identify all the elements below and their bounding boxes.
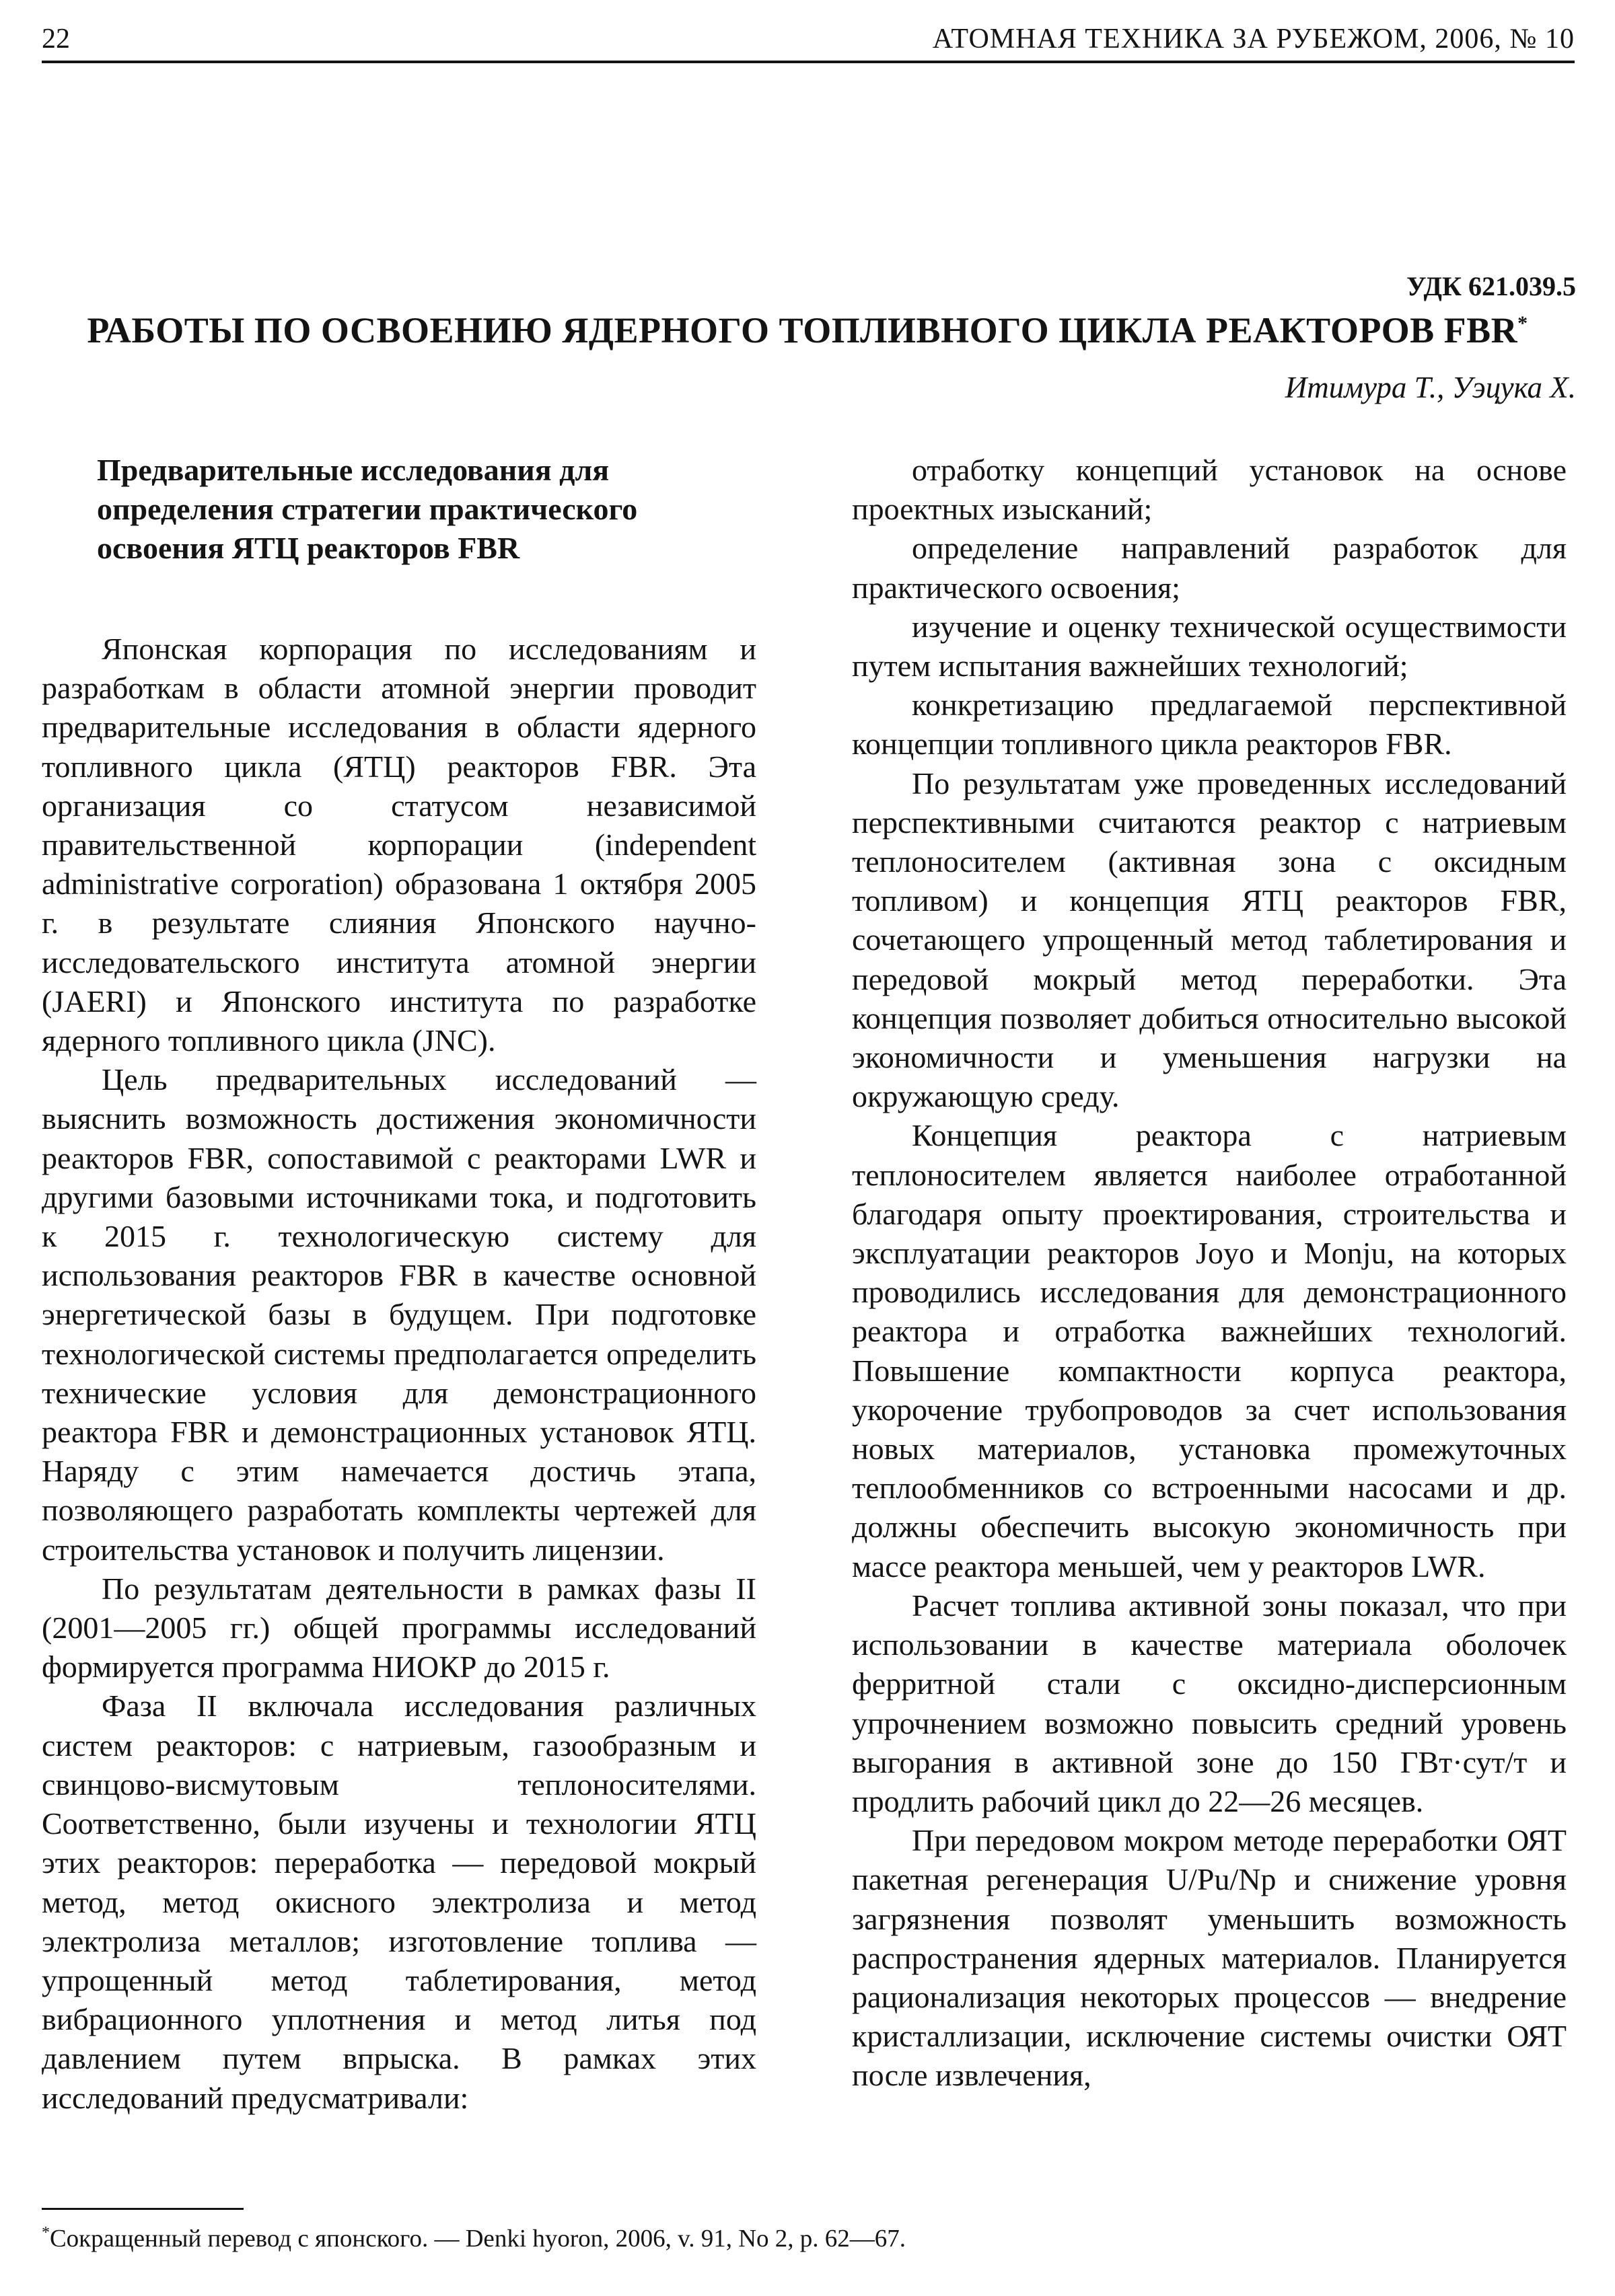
paragraph: При передовом мокром методе переработки ОЯТ пакетная регенерация U/Pu/Np и снижение уровня загрязнения позволят уменьшить возможность распространения ядерных материалов. Планируется рационализация некоторых процессов — внедрение кристаллизации, исключение системы очистки ОЯТ после извлечения, xyxy=(852,1823,1567,2093)
article-title-text: РАБОТЫ ПО ОСВОЕНИЮ ЯДЕРНОГО ТОПЛИВНОГО ЦИКЛА РЕАКТОРОВ FBR xyxy=(87,310,1518,350)
list-item: конкретизацию предлагаемой перспективной концепции топливного цикла реакторов FBR. xyxy=(852,688,1567,762)
footnote-divider xyxy=(42,2208,244,2210)
article-title xyxy=(40,309,1575,351)
section-heading: Предварительные исследования для определения стратегии практического освоения ЯТЦ реакторов FBR xyxy=(97,453,638,565)
paragraph: Расчет топлива активной зоны показал, что при использовании в качестве материала оболочек ферритной стали с оксидно-дисперсионным упрочнением возможно повысить средний уровень выгорания в активной зоне до 150 ГВт·сут/т и продлить рабочий цикл до 22—26 месяцев. xyxy=(852,1588,1567,1818)
paragraph: По результатам деятельности в рамках фазы II (2001—2005 гг.) общей программы исследований формируется программа НИОКР до 2015 г. xyxy=(42,1571,756,1684)
list-item: отработку концепций установок на основе проектных изысканий; xyxy=(852,453,1567,527)
list-item: определение направлений разработок для практического освоения; xyxy=(852,531,1567,605)
left-column xyxy=(42,451,756,2118)
title-footnote-mark: * xyxy=(1517,312,1528,334)
footnote-text: Сокращенный перевод с японского. — Denki hyoron, 2006, v. 91, No 2, p. 62—67. xyxy=(50,2225,906,2253)
paragraph: Японская корпорация по исследованиям и разработкам в области атомной энергии проводит предварительные исследования в области ядерного топливного цикла (ЯТЦ) реакторов FBR. Эта организация со статусом независимой правительственной корпорации (independent administrative corporation) образована 1 октября 2005 г. в результате слияния Японского научно-исследовательского института атомной энергии (JAERI) и Японского института по разработке ядерного топливного цикла (JNC). xyxy=(42,632,756,1058)
paragraph: Цель предварительных исследований — выяснить возможность достижения экономичности реакторов FBR, сопоставимой с реакторами LWR и другими базовыми источниками тока, и подготовить к 2015 г. технологическую систему для использования реакторов FBR в качестве основной энергетической базы в будущем. При подготовке технологической системы предполагается определить технические условия для демонстрационного реактора FBR и демонстрационных установок ЯТЦ. Наряду с этим намечается достичь этапа, позволяющего разработать комплекты чертежей для строительства установок и получить лицензии. xyxy=(42,1062,756,1567)
running-header xyxy=(42,19,1575,63)
footnote-mark: * xyxy=(42,2224,50,2242)
page-number: 22 xyxy=(42,24,70,54)
paragraph: Концепция реактора с натриевым теплоносителем является наиболее отработанной благодаря опыту проектирования, строительства и эксплуатации реакторов Joyo и Monju, на которых проводились исследования для демонстрационного реактора и отработка важнейших технологий. Повышение компактности корпуса реактора, укорочение трубопроводов за счет использования новых материалов, установка промежуточных теплообменников со встроенными насосами и др. должны обеспечить высокую экономичность при массе реактора меньшей, чем у реакторов LWR. xyxy=(852,1118,1567,1584)
paragraph: По результатам уже проведенных исследований перспективными считаются реактор с натриевым теплоносителем (активная зона с оксидным топливом) и концепция ЯТЦ реакторов FBR, сочетающего упрощенный метод таблетирования и передовой мокрый метод переработки. Эта концепция позволяет добиться относительно высокой экономичности и уменьшения нагрузки на окружающую среду. xyxy=(852,766,1567,1114)
journal-title: АТОМНАЯ ТЕХНИКА ЗА РУБЕЖОМ, 2006, № 10 xyxy=(932,24,1575,54)
footnote xyxy=(42,2224,906,2253)
list-item: изучение и оценку технической осуществимости путем испытания важнейших технологий; xyxy=(852,609,1567,683)
paragraph: Фаза II включала исследования различных систем реакторов: с натриевым, газообразным и свинцово-висмутовым теплоносителями. Соответственно, были изучены и технологии ЯТЦ этих реакторов: переработка — передовой мокрый метод, метод окисного электролиза и метод электролиза металлов; изготовление топлива — упрощенный метод таблетирования, метод вибрационного уплотнения и метод литья под давлением путем впрыска. В рамках этих исследований предусматривали: xyxy=(42,1689,756,2115)
article-authors: Итимура Т., Уэцука Х. xyxy=(1285,371,1576,404)
right-column xyxy=(852,451,1567,2096)
udc-code: УДК 621.039.5 xyxy=(1406,271,1576,301)
